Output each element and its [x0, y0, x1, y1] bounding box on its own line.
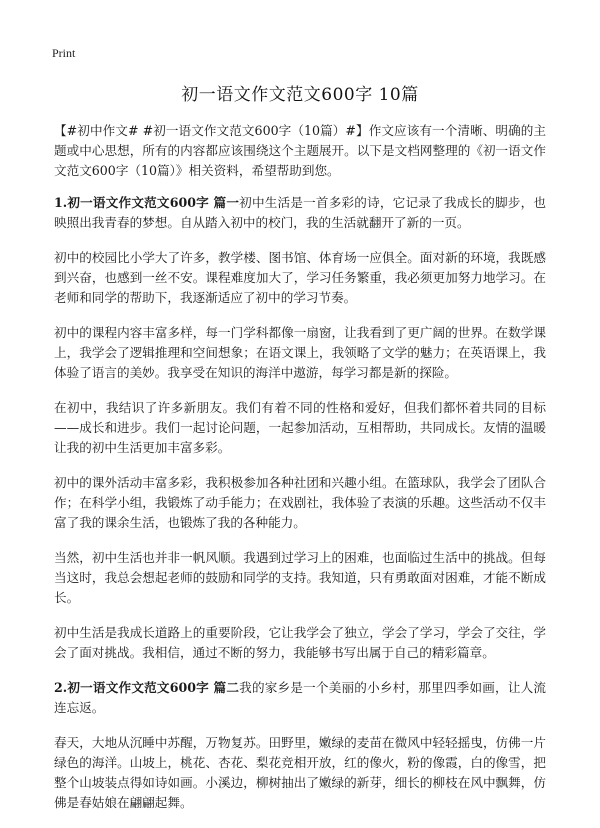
- section-1-heading: 1.初一语文作文范文600字 篇一: [54, 195, 240, 210]
- document-body: [54, 121, 546, 828]
- section-1-lead-paragraph: [54, 193, 546, 233]
- section-1-paragraph-2: 初中的课程内容丰富多样，每一门学科都像一扇窗，让我看到了更广阔的世界。在数学课上，我学会了逻辑推理和空间想象；在语文课上，我领略了文学的魅力；在英语课上，我体验了语言的美妙。我享受在知识的海洋中遨游，每学习都是新的探险。: [54, 325, 546, 380]
- section-2-lead-text: 我的家乡是一个美丽的小乡村，那里四季如画，让人流连忘返。: [54, 680, 547, 715]
- page-title: 初一语文作文范文600字 10篇: [181, 85, 419, 105]
- section-1-paragraph-3: 在初中，我结识了许多新朋友。我们有着不同的性格和爱好，但我们都怀着共同的目标——成长和进步。我们一起讨论问题，一起参加活动，互相帮助，共同成长。友情的温暖让我的初中生活更加丰富多彩。: [54, 400, 546, 455]
- print-label: Print: [52, 46, 76, 60]
- section-2-heading: 2.初一语文作文范文600字 篇二: [54, 680, 240, 695]
- intro-paragraph: 【#初中作文# #初一语文作文范文600字（10篇）#】作文应该有一个清晰、明确的主题或中心思想，所有的内容都应该围绕这个主题展开。以下是文档网整理的《初一语文作文范文600字（10篇）》相关资料，希望帮助到您。: [54, 123, 546, 178]
- section-1-lead-text: 初中生活是一首多彩的诗，它记录了我成长的脚步，也映照出我青春的梦想。自从踏入初中的校门，我的生活就翻开了新的一页。: [54, 195, 547, 230]
- section-2-paragraph-1: 春天，大地从沉睡中苏醒，万物复苏。田野里，嫩绿的麦苗在微风中轻轻摇曳，仿佛一片绿色的海洋。山坡上，桃花、杏花、梨花竞相开放，红的像火，粉的像霞，白的像雪，把整个山坡装点得如诗如画。小溪边，柳树抽出了嫩绿的新芽，细长的柳枝在风中飘舞，仿佛是春姑娘在翩翩起舞。: [54, 735, 546, 810]
- section-1-paragraph-5: 当然，初中生活也并非一帆风顺。我遇到过学习上的困难，也面临过生活中的挑战。但每当这时，我总会想起老师的鼓励和同学的支持。我知道，只有勇敢面对困难，才能不断成长。: [54, 550, 546, 605]
- section-1-paragraph-6: 初中生活是我成长道路上的重要阶段，它让我学会了独立，学会了学习，学会了交往，学会了面对挑战。我相信，通过不断的努力，我能够书写出属于自己的精彩篇章。: [54, 625, 546, 660]
- section-1-paragraph-4: 初中的课外活动丰富多彩，我积极参加各种社团和兴趣小组。在篮球队，我学会了团队合作；在科学小组，我锻炼了动手能力；在戏剧社，我体验了表演的乐趣。这些活动不仅丰富了我的课余生活，也锻炼了我的各种能力。: [54, 475, 546, 530]
- section-1-paragraph-1: 初中的校园比小学大了许多，教学楼、图书馆、体育场一应俱全。面对新的环境，我既感到兴奋，也感到一丝不安。课程难度加大了，学习任务繁重，我必须更加努力地学习。在老师和同学的帮助下，我逐渐适应了初中的学习节奏。: [54, 250, 546, 305]
- section-2-lead-paragraph: [54, 678, 546, 718]
